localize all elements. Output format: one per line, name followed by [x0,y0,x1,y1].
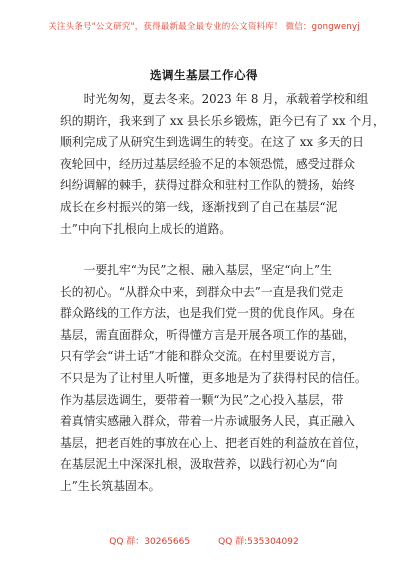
text-line: 着真情实感融入群众，带着一片赤诚服务人民，真正融入 [60,414,355,429]
text-line: 长的初心。“从群众中来，到群众中去”一直是我们党走 [60,284,344,299]
header-promo-note: 关注头条号"公文研究"，获得最新最全最专业的公文资料库！ 微信：gongwenyj [48,22,360,32]
footer-qq-group: QQ 群:535304092 [218,537,299,547]
text-line: 时光匆匆，夏去冬来。2023 年 8 月，承载着学校和组 [60,92,369,106]
text-line: 基层，把老百姓的事放在心上、把老百姓的利益放在首位， [60,435,367,450]
text-line: 夜轮回中，经历过基层经验不足的本领恐慌，感受过群众 [60,156,355,171]
text-line: 顺利完成了从研究生到选调生的转变。在这了 xx 多天的日 [60,135,364,150]
text-line: 成长在乡村振兴的第一线，逐渐找到了自己在基层“泥 [60,199,338,214]
text-line: 群众路线的工作方法，也是我们党一贯的优良作风。身在 [60,306,355,321]
text-line: 不只是为了让村里人听懂，更多地是为了获得村民的信任。 [60,370,367,385]
footer-contact [0,534,408,547]
text-line: 基层，需直面群众，听得懂方言是开展各项工作的基础， [60,327,355,342]
text-line: 织的期许，我来到了 xx 县长乐乡锻炼，距今已有了 xx 个月， [60,113,385,128]
text-line: 一要扎牢“为民”之根、融入基层，坚定“向上”生 [60,263,332,277]
document-title: 选调生基层工作心得 [150,68,258,82]
text-line: 土”中向下扎根向上成长的道路。 [60,221,232,236]
text-line: 作为基层选调生，要带着一颗“为民”之心投入基层，带 [60,392,344,407]
text-line: 上”生长筑基固本。 [60,478,161,493]
paragraph-2 [60,260,367,498]
text-line: 只有学会“讲土话”才能和群众交流。在村里要说方言， [60,349,344,364]
footer-qq: QQ 群：30265665 [109,537,191,547]
text-line: 纠纷调解的棘手，获得过群众和驻村工作队的赞扬，始终 [60,178,355,193]
text-line: 在基层泥土中深深扎根，汲取营养，以践行初心为“向 [60,457,338,472]
paragraph-1 [60,89,385,240]
